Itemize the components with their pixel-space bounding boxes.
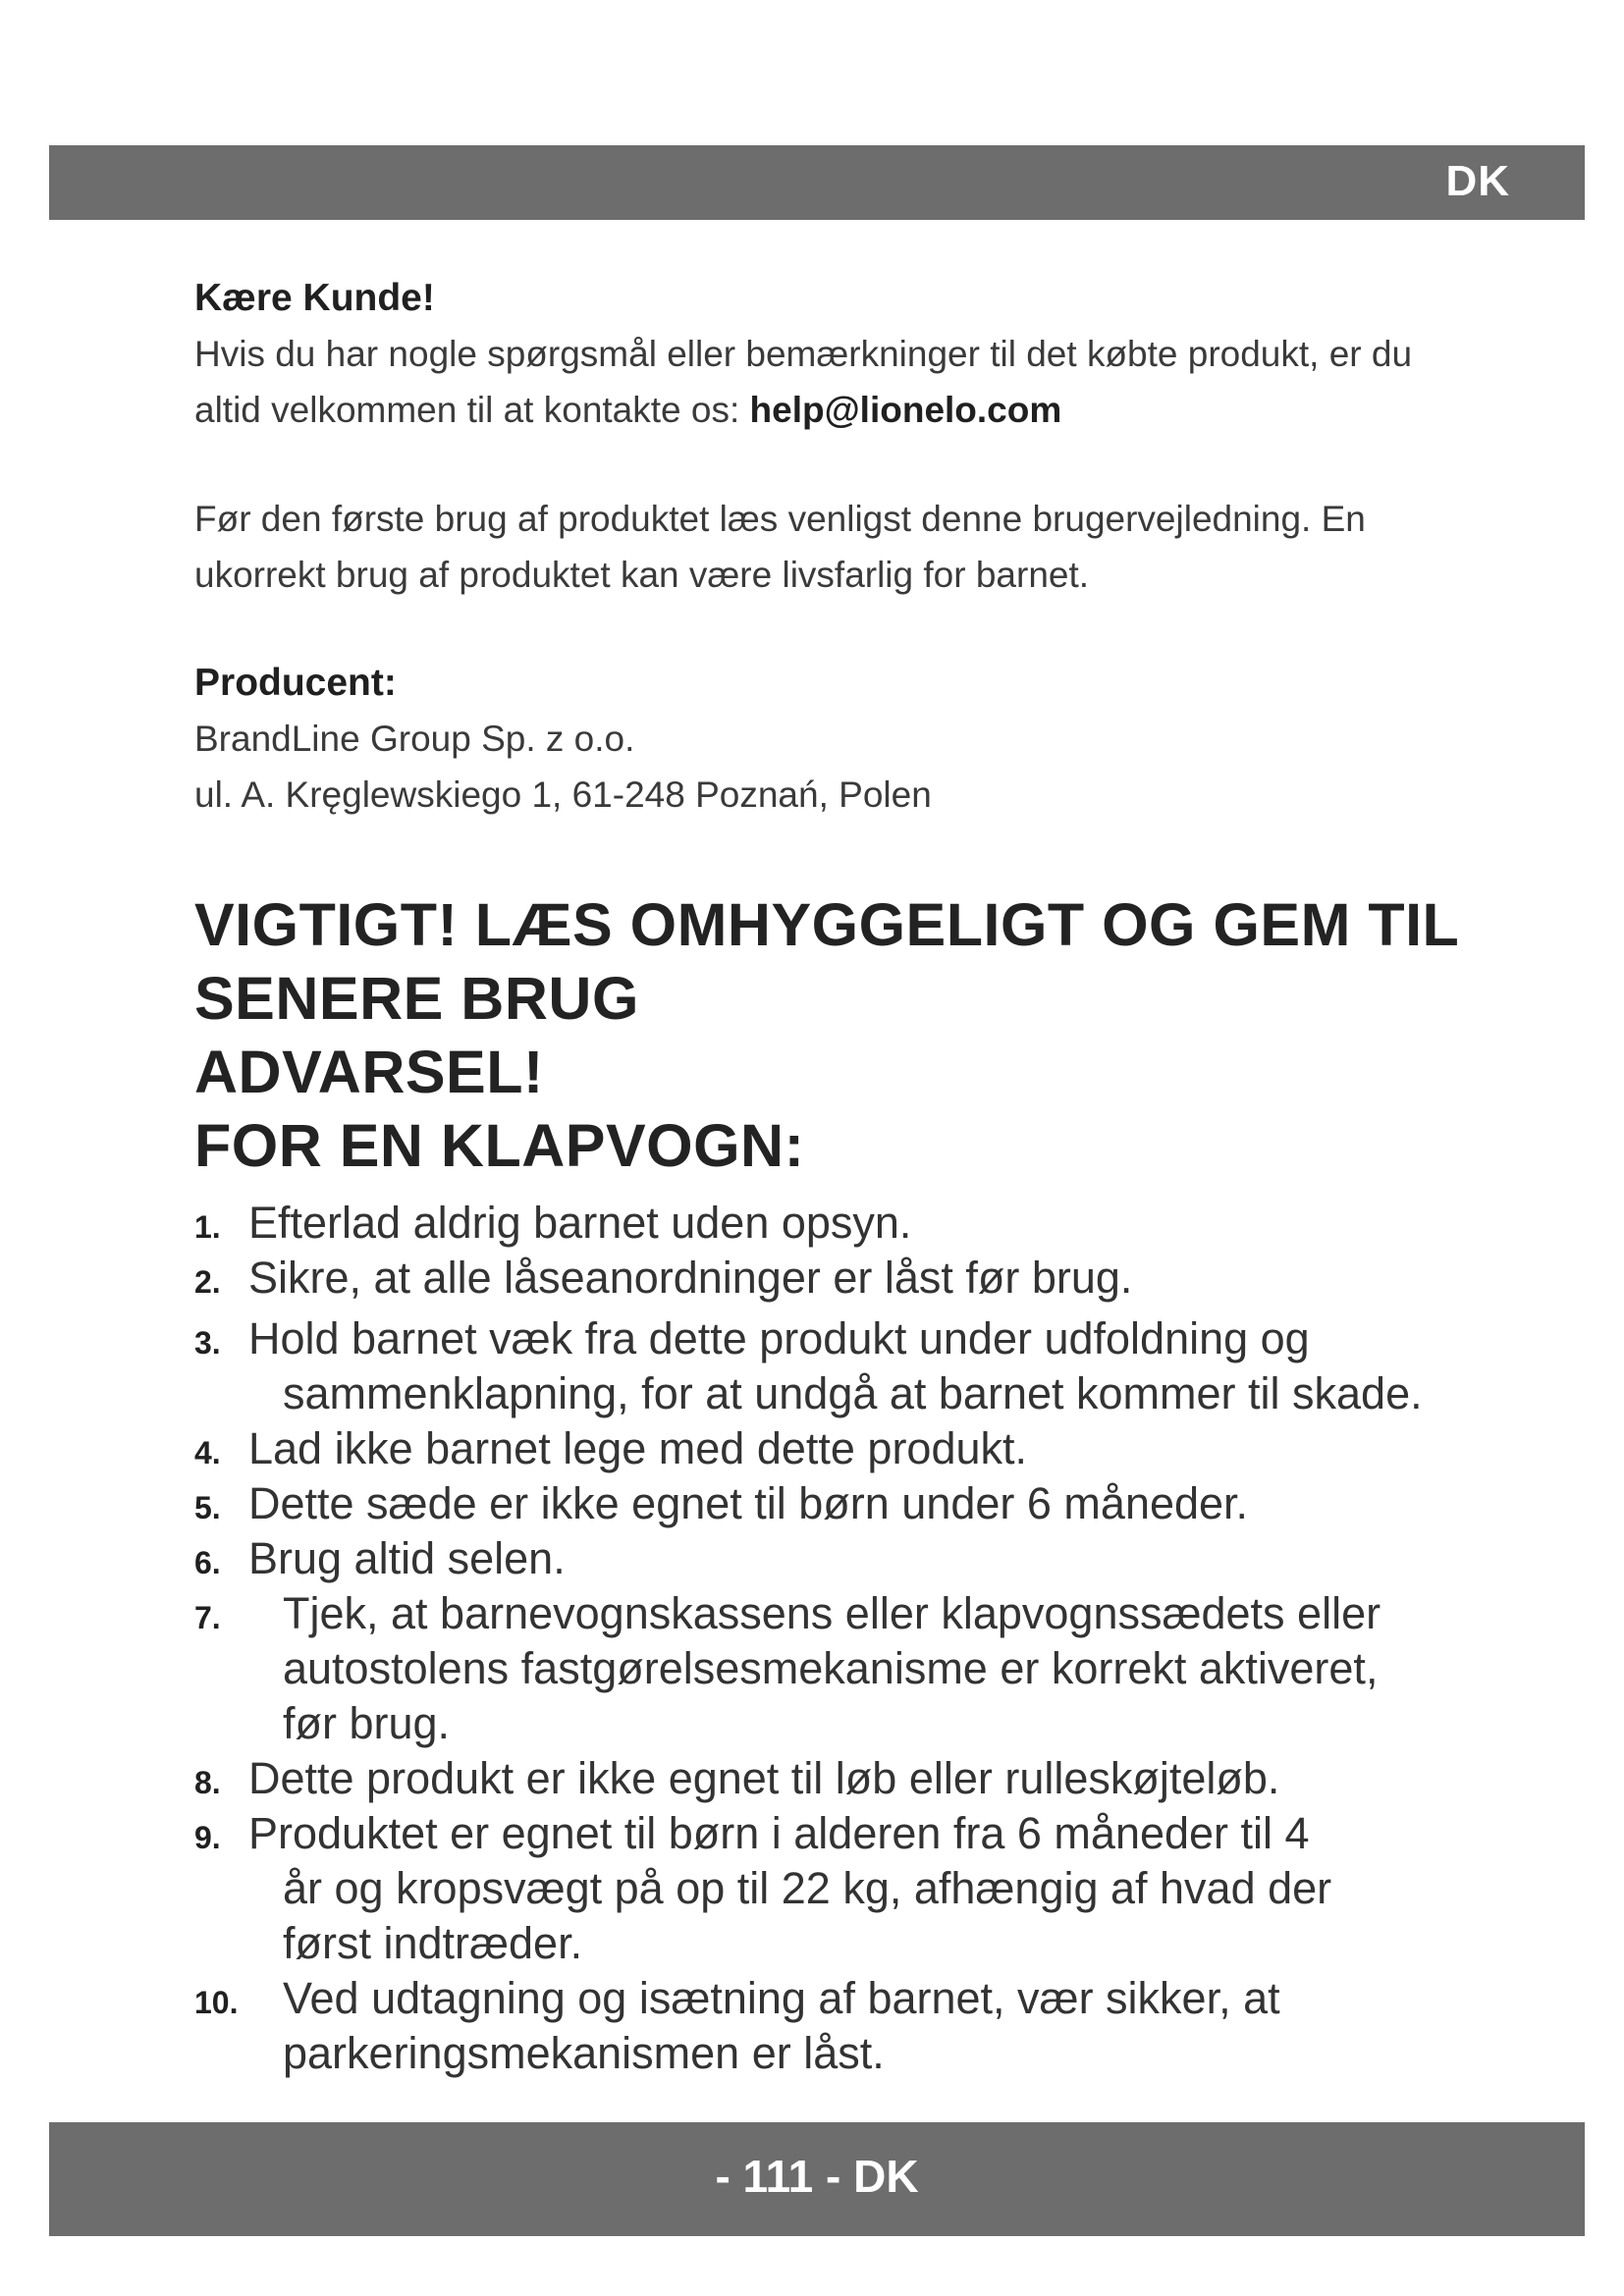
item-text-continued: før brug. [283, 1698, 451, 1748]
greeting-line-1: Hvis du har nogle spørgsmål eller bemærkninger til det købte produkt, er du [194, 334, 1413, 374]
header-bar [49, 145, 1585, 220]
intro-section [194, 491, 1569, 603]
producer-company: BrandLine Group Sp. z o.o. [194, 719, 635, 759]
intro-line-2: ukorrekt brug af produktet kan være livsfarlig for barnet. [194, 555, 1090, 595]
item-number: 6. [194, 1545, 221, 1580]
item-text: Sikre, at alle låseanordninger er låst før brug. [248, 1253, 1133, 1303]
item-text: Dette produkt er ikke egnet til løb eller rulleskøjteløb. [248, 1753, 1280, 1803]
intro-line-1: Før den første brug af produktet læs venligst denne brugervejledning. En [194, 499, 1366, 539]
item-text-continued: autostolens fastgørelsesmekanisme er korrekt aktiveret, [283, 1643, 1379, 1693]
item-text-continued: år og kropsvægt på op til 22 kg, afhængig af hvad der [283, 1863, 1332, 1913]
warning-headings [194, 888, 1569, 1183]
warnings-list [194, 1196, 1569, 2081]
item-number: 10. [194, 1985, 239, 2020]
item-number: 2. [194, 1264, 221, 1300]
greeting-line-2-text: altid velkommen til at kontakte os: [194, 390, 750, 430]
list-item [194, 1251, 1569, 1306]
item-text: Dette sæde er ikke egnet til børn under 6 måneder. [248, 1478, 1249, 1528]
page-number: - 111 - DK [715, 2151, 919, 2202]
item-text-continued: først indtræder. [283, 1918, 583, 1968]
heading-line-1: VIGTIGT! LÆS OMHYGGELIGT OG GEM TIL [194, 891, 1460, 958]
item-number: 4. [194, 1435, 221, 1470]
item-text-continued: parkeringsmekanismen er låst. [283, 2028, 885, 2078]
item-number: 8. [194, 1765, 221, 1800]
item-text: Tjek, at barnevognskassens eller klapvognssædets eller [283, 1588, 1381, 1638]
item-text: Brug altid selen. [248, 1533, 566, 1583]
list-item [194, 1476, 1569, 1531]
list-item [194, 1971, 1569, 2081]
heading-line-3: ADVARSEL! [194, 1039, 544, 1105]
support-email[interactable]: help@lionelo.com [749, 390, 1062, 430]
list-item [194, 1421, 1569, 1476]
footer-bar [49, 2122, 1585, 2236]
item-number: 3. [194, 1325, 221, 1361]
producer-address: ul. A. Kręglewskiego 1, 61-248 Poznań, Polen [194, 774, 932, 815]
list-item [194, 1751, 1569, 1806]
item-number: 9. [194, 1820, 221, 1855]
list-item [194, 1586, 1569, 1751]
producer-label: Producent: [194, 662, 397, 704]
item-text: Efterlad aldrig barnet uden opsyn. [248, 1198, 912, 1248]
item-text-continued: sammenklapning, for at undgå at barnet kommer til skade. [283, 1368, 1423, 1418]
list-item [194, 1311, 1569, 1421]
greeting-title: Kære Kunde! [194, 277, 435, 319]
greeting-section [194, 271, 1569, 438]
item-text: Ved udtagning og isætning af barnet, vær sikker, at [283, 1973, 1280, 2023]
list-item [194, 1806, 1569, 1971]
item-number: 1. [194, 1209, 221, 1245]
producer-section [194, 656, 1569, 823]
greeting-line-2 [194, 382, 1569, 438]
item-text: Lad ikke barnet lege med dette produkt. [248, 1423, 1028, 1473]
item-number: 5. [194, 1490, 221, 1525]
item-text: Produktet er egnet til børn i alderen fra 6 måneder til 4 [248, 1808, 1310, 1858]
item-number: 7. [194, 1600, 221, 1635]
heading-line-4: FOR EN KLAPVOGN: [194, 1112, 805, 1179]
language-code: DK [1445, 157, 1510, 205]
item-text: Hold barnet væk fra dette produkt under udfoldning og [248, 1313, 1310, 1363]
list-item [194, 1531, 1569, 1586]
list-item [194, 1196, 1569, 1251]
heading-line-2: SENERE BRUG [194, 965, 639, 1032]
